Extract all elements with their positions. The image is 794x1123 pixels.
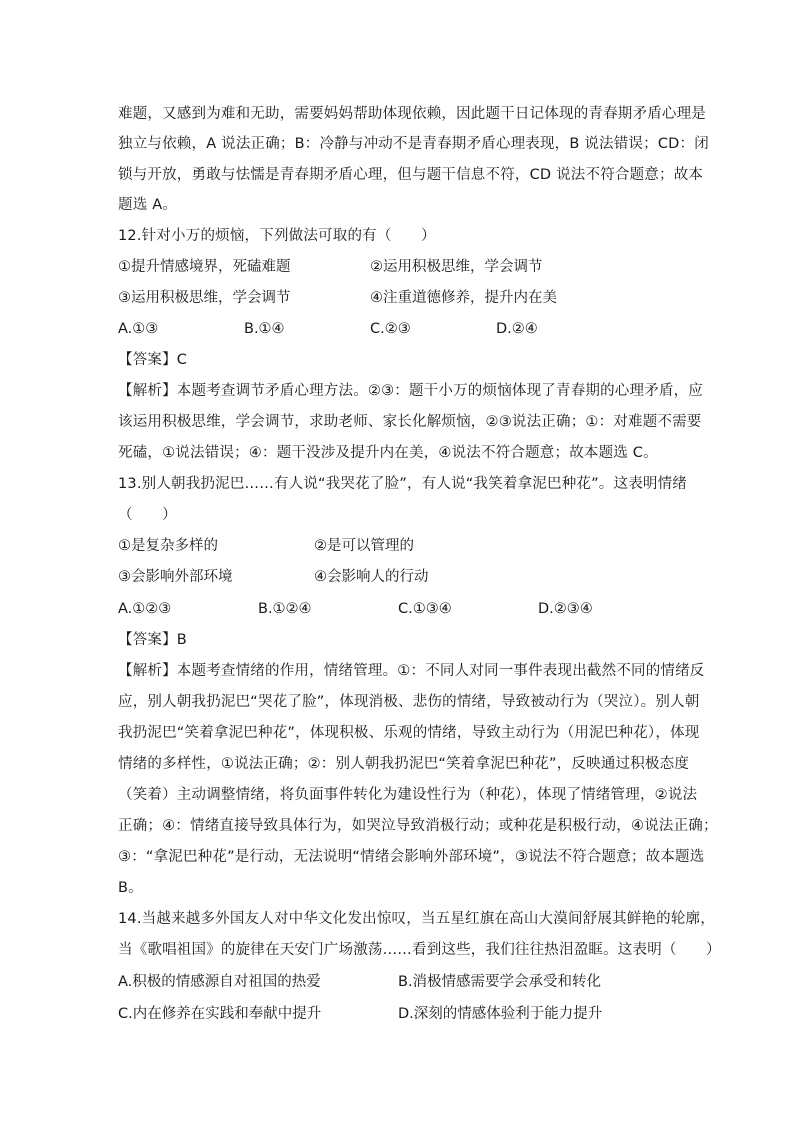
q13-statement-1: ①是复杂多样的 (118, 538, 218, 554)
q14-option-d: D.深刻的情感体验利于能力提升 (398, 1006, 603, 1022)
q12-option-b: B.①④ (244, 321, 285, 337)
q13-analysis-line: 正确；④：情绪直接导致具体行为，如哭泣导致消极行动；或种花是积极行动，④说法正确； (118, 818, 718, 834)
question-13-stem-cont: （ ） (118, 507, 177, 523)
q14-option-c: C.内在修养在实践和奉献中提升 (118, 1006, 322, 1022)
q13-answer: 【答案】B (118, 632, 187, 648)
q13-analysis-line: （笑着）主动调整情绪，将负面事件转化为建设性行为（种花），体现了情绪管理，②说法 (118, 787, 698, 803)
q12-answer: 【答案】C (118, 352, 188, 368)
question-12-stem: 12.针对小万的烦恼，下列做法可取的有（ ） (118, 228, 436, 244)
question-14-stem: 14.当越来越多外国友人对中华文化发出惊叹，当五星红旗在高山大漠间舒展其鲜艳的轮廓， (118, 911, 715, 927)
q13-analysis-line: 我扔泥巴“笑着拿泥巴种花”，体现积极、乐观的情绪，导致主动行为（用泥巴种花），体现 (118, 725, 700, 741)
q12-statement-3: ③运用积极思维，学会调节 (118, 290, 291, 306)
q13-statement-3: ③会影响外部环境 (118, 569, 233, 585)
q13-statement-2: ②是可以管理的 (314, 538, 414, 554)
analysis-line: 锁与开放，勇敢与怯懦是青春期矛盾心理，但与题干信息不符，CD 说法不符合题意；故本 (118, 167, 704, 183)
q12-option-c: C.②③ (370, 321, 411, 337)
analysis-line: 难题，又感到为难和无助，需要妈妈帮助体现依赖，因此题干日记体现的青春期矛盾心理是 (118, 106, 706, 122)
q13-analysis-line: B。 (118, 880, 143, 896)
q14-option-a: A.积极的情感源自对祖国的热爱 (118, 974, 321, 990)
q13-option-b: B.①②④ (258, 601, 312, 617)
q13-option-a: A.①②③ (118, 601, 172, 617)
q14-option-b: B.消极情感需要学会承受和转化 (398, 974, 602, 990)
question-14-stem-cont: 当《歌唱祖国》的旋律在天安门广场激荡……看到这些，我们往往热泪盈眶。这表明（ ） (118, 942, 721, 958)
q13-option-d: D.②③④ (538, 601, 593, 617)
q13-analysis-line: 情绪的多样性，①说法正确；②：别人朝我扔泥巴“笑着拿泥巴种花”，反映通过积极态度 (118, 756, 690, 772)
analysis-line: 独立与依赖，A 说法正确；B：冷静与冲动不是青春期矛盾心理表现，B 说法错误；CD：闭 (118, 136, 709, 152)
q12-option-a: A.①③ (118, 321, 159, 337)
q13-analysis-line: ③：“拿泥巴种花”是行动，无法说明“情绪会影响外部环境”，③说法不符合题意；故本题选 (118, 849, 705, 865)
q12-option-d: D.②④ (496, 321, 538, 337)
q13-analysis-line: 【解析】本题考查情绪的作用，情绪管理。①：不同人对同一事件表现出截然不同的情绪反 (118, 663, 705, 679)
analysis-line: 题选 A。 (118, 197, 178, 213)
q12-statement-2: ②运用积极思维，学会调节 (370, 259, 543, 275)
q13-analysis-line: 应，别人朝我扔泥巴“哭花了脸”，体现消极、悲伤的情绪，导致被动行为（哭泣）。别人朝 (118, 694, 700, 710)
q13-option-c: C.①③④ (398, 601, 452, 617)
q12-analysis-line: 死磕，①说法错误；④：题干没涉及提升内在美，④说法不符合题意；故本题选 C。 (118, 445, 658, 461)
q12-statement-1: ①提升情感境界，死磕难题 (118, 259, 291, 275)
question-13-stem: 13.别人朝我扔泥巴……有人说“我哭花了脸”，有人说“我笑着拿泥巴种花”。这表明情绪 (118, 476, 688, 492)
q12-analysis-line: 【解析】本题考查调节矛盾心理方法。②③：题干小万的烦恼体现了青春期的心理矛盾，应 (118, 383, 703, 399)
q12-analysis-line: 该运用积极思维，学会调节，求助老师、家长化解烦恼，②③说法正确；①：对难题不需要 (118, 414, 702, 430)
q12-statement-4: ④注重道德修养，提升内在美 (370, 290, 557, 306)
q13-statement-4: ④会影响人的行动 (314, 569, 429, 585)
